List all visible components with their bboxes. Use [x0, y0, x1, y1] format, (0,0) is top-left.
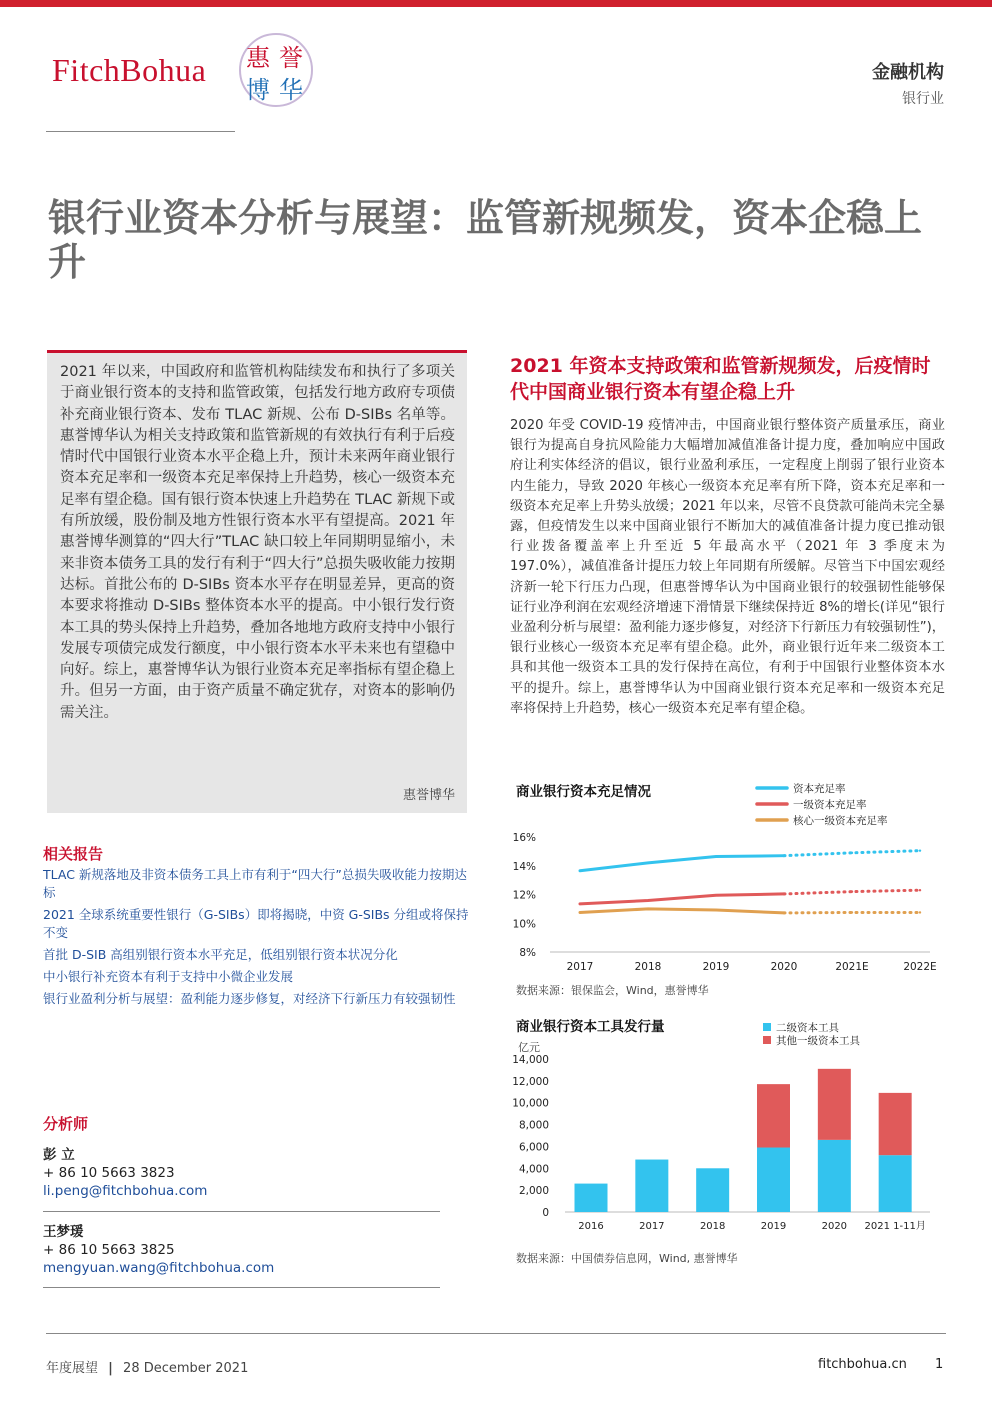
y-tick-label: 10,000 [512, 1097, 549, 1110]
subsector-label: 银行业 [902, 91, 944, 107]
data-point [919, 911, 921, 913]
analyst-phone: + 86 10 5663 3823 [43, 1165, 175, 1181]
svg-text:惠: 惠 [246, 44, 270, 72]
sector-block [872, 58, 944, 108]
x-tick-label: 2017 [639, 1221, 665, 1232]
top-accent-bar [0, 0, 992, 7]
analyst-card [43, 1223, 443, 1277]
chart-unit: 亿元 [518, 1041, 540, 1054]
svg-text:博: 博 [246, 76, 270, 104]
x-tick-label: 2019 [760, 1221, 787, 1232]
analyst-phone: + 86 10 5663 3825 [43, 1242, 175, 1258]
x-tick-label: 2021 1-11月 [864, 1221, 926, 1232]
fitchbohua-logo: FitchBohua [52, 52, 207, 88]
summary-text: 2021 年以来，中国政府和监管机构陆续发布和执行了多项关于商业银行资本的支持和监管政策，包括发行地方政府专项债补充商业银行资本、发布 TLAC 新规、公布 D-SIBs 名单等。惠誉博华认为相关支持政策和监管新规的有效执行有利于后疫情时代中国银行业资本水平企稳上升，预计未来两年商业银行资本充足率和一级资本充足率保持上升趋势，核心一级资本充足率有望企稳。国有银行资本快速上升趋势在 TLAC 新规下或有所放缓，股份制及地方性银行资本水平有望提高。2021 年惠誉博华测算的“四大行”TLAC 缺口较上年同期明显缩小，未来非资本债务工具的发行有利于“四大行”总损失吸收能力按期达标。首批公布的 D-SIBs 资本水平存在明显差异，更高的资本要求将推动 D-SIBs 整体资本水平的提高。中小银行发行资本工具的势头保持上升趋势，叠加各地地方政府支持中小银行发展专项债完成发行额度，中小银行资本水平未来也有望稳中向好。综上，惠誉博华认为银行业资本充足率指标有望企稳上升。但另一方面，由于资产质量不确定犹存，对资本的影响仍需关注。 [60, 364, 455, 721]
legend-label: 资本充足率 [793, 783, 846, 795]
legend-label: 二级资本工具 [776, 1022, 839, 1034]
bar-segment [879, 1093, 912, 1155]
data-point [647, 899, 649, 901]
data-point [647, 908, 649, 910]
data-point [647, 862, 649, 864]
legend-label: 一级资本充足率 [793, 799, 867, 811]
page-number: 1 [935, 1357, 944, 1372]
data-point [715, 855, 717, 857]
y-tick-label: 0 [542, 1207, 549, 1219]
chart-source: 数据来源：银保监会，Wind，惠誉博华 [516, 984, 709, 997]
bar-segment [757, 1084, 790, 1147]
y-tick-label: 4,000 [518, 1163, 549, 1176]
data-point [783, 893, 785, 895]
related-reports-list [43, 866, 475, 1012]
analyst-card [43, 1146, 443, 1200]
related-reports-heading: 相关报告 [43, 845, 104, 863]
x-tick-label: 2020 [770, 961, 798, 973]
analyst-email-link[interactable]: li.peng@fitchbohua.com [43, 1183, 208, 1199]
y-tick-label: 2,000 [518, 1185, 549, 1198]
y-tick-label: 14% [512, 860, 536, 873]
series-line-actual [580, 894, 784, 904]
y-tick-label: 10% [512, 918, 536, 931]
bar-segment [635, 1160, 668, 1212]
section-body: 2020 年受 COVID-19 疫情冲击，中国商业银行整体资产质量承压，商业银行为提高自身抗风险能力大幅增加减值准备计提力度，叠加响应中国政府让利实体经济的倡议，银行业盈利承压，一定程度上削弱了银行业资本内生能力，导致 2020 年核心一级资本充足率有所下降，资本充足率和一级资本充足率上升势头放缓；2021 年以来，尽管不良贷款可能尚未完全暴露，但疫情发生以来中国商业银行不断加大的减值准备计提力度已推动银行业拨备覆盖率上升至近 5 年最高水平（2021 年 3 季度末为 197.0%），减值准备计提压力较上年同期有所缓解。尽管当下中国宏观经济新一轮下行压力凸现，但惠誉博华认为中国商业银行的较强韧性能够保证行业净利润在宏观经济增速下滑情景下继续保持近 8%的增长(详见“银行业盈利分析与展望：盈利能力逐步修复，对经济下行新压力有较强韧性”)，银行业核心一级资本充足率有望企稳。此外，商业银行近年来二级资本工具和其他一级资本工具的发行保持在高位，有利于中国银行业整体资本水平的提升。综上，惠誉博华认为中国商业银行资本充足率和一级资本充足率将保持上升趋势，核心一级资本充足率有望企稳。 [510, 418, 945, 716]
related-report-link[interactable]: 首批 D-SIB 高组别银行资本水平充足，低组别银行资本状况分化 [43, 947, 398, 962]
x-tick-label: 2020 [821, 1221, 848, 1232]
svg-text:誉: 誉 [279, 44, 303, 72]
footer-divider [46, 1333, 946, 1334]
analysts-heading: 分析师 [43, 1115, 89, 1133]
x-tick-label: 2021E [835, 961, 869, 973]
svg-text:华: 华 [279, 76, 303, 104]
data-point [919, 889, 921, 891]
x-tick-label: 2019 [702, 961, 730, 973]
seal-logo-icon [236, 30, 316, 110]
x-tick-label: 2018 [699, 1221, 726, 1232]
data-point [919, 849, 921, 851]
summary-signature: 惠誉博华 [402, 788, 455, 803]
y-tick-label: 8,000 [518, 1119, 549, 1132]
y-tick-label: 14,000 [512, 1054, 549, 1066]
related-report-link[interactable]: 中小银行补充资本有利于支持中小微企业发展 [43, 969, 294, 984]
data-point [579, 903, 581, 905]
related-report-link[interactable]: 银行业盈利分析与展望：盈利能力逐步修复，对经济下行新压力有较强韧性 [43, 991, 456, 1006]
related-report-link[interactable]: TLAC 新规落地及非资本债务工具上市有利于“四大行”总损失吸收能力按期达标 [43, 867, 467, 900]
legend-swatch [763, 1023, 771, 1031]
bar-segment [757, 1148, 790, 1212]
bar-segment [575, 1184, 608, 1212]
chart-title: 商业银行资本充足情况 [516, 784, 651, 800]
x-tick-label: 2016 [578, 1221, 604, 1232]
logo-divider [46, 131, 235, 132]
x-tick-label: 2018 [634, 961, 662, 973]
summary-box [47, 350, 467, 813]
bar-segment [696, 1168, 729, 1212]
y-tick-label: 6,000 [518, 1141, 549, 1154]
chart-title: 商业银行资本工具发行量 [516, 1019, 665, 1035]
data-point [579, 870, 581, 872]
y-tick-label: 16% [512, 832, 536, 844]
footer-site-link[interactable]: fitchbohua.cn [818, 1357, 907, 1372]
sector-label: 金融机构 [872, 62, 944, 83]
y-tick-label: 8% [519, 947, 536, 959]
report-title: 银行业资本分析与展望：监管新规频发，资本企稳上升 [48, 196, 923, 284]
series-line-actual [580, 909, 784, 913]
chart-source: 数据来源：中国债券信息网，Wind, 惠誉博华 [516, 1252, 738, 1265]
x-tick-label: 2017 [566, 961, 594, 973]
bar-segment [879, 1155, 912, 1212]
footer-label: 年度展望 | 28 December 2021 [46, 1361, 249, 1376]
data-point [851, 890, 853, 892]
capital-adequacy-line-chart [505, 780, 945, 980]
legend-label: 其他一级资本工具 [776, 1035, 860, 1047]
bar-segment [818, 1140, 851, 1212]
related-report-link[interactable]: 2021 全球系统重要性银行（G-SIBs）即将揭晓，中资 G-SIBs 分组或将保持不变 [43, 907, 469, 940]
footer-date: 28 December 2021 [123, 1361, 249, 1376]
data-point [851, 852, 853, 854]
x-tick-label: 2022E [903, 961, 937, 973]
data-point [783, 854, 785, 856]
analyst-name: 彭 立 [43, 1147, 75, 1163]
analyst-divider [43, 1287, 440, 1288]
section-heading: 2021 年资本支持政策和监管新规频发，后疫情时代中国商业银行资本有望企稳上升 [510, 355, 931, 403]
legend-label: 核心一级资本充足率 [793, 815, 888, 827]
series-line-actual [580, 856, 784, 871]
data-point [783, 912, 785, 914]
legend-swatch [763, 1036, 771, 1044]
bar-segment [818, 1069, 851, 1140]
data-point [715, 909, 717, 911]
y-tick-label: 12,000 [512, 1075, 549, 1088]
data-point [851, 911, 853, 913]
data-point [715, 894, 717, 896]
capital-instrument-bar-chart [505, 1015, 945, 1243]
analyst-email-link[interactable]: mengyuan.wang@fitchbohua.com [43, 1260, 275, 1276]
analyst-divider [43, 1211, 440, 1212]
y-tick-label: 12% [512, 889, 536, 902]
footer-report-type: 年度展望 [46, 1361, 99, 1376]
analyst-name: 王梦瑗 [43, 1224, 84, 1240]
data-point [579, 911, 581, 913]
